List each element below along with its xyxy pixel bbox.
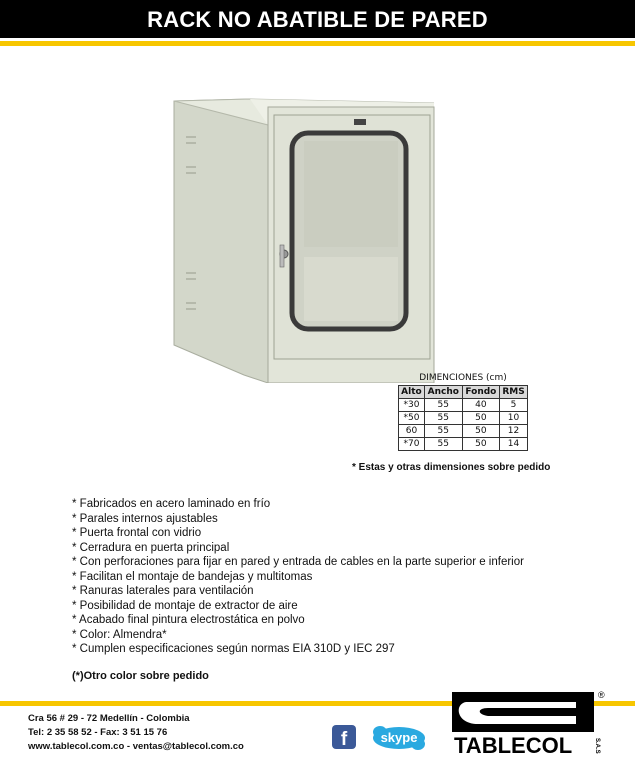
table-cell: 55 — [424, 438, 462, 451]
table-row — [399, 399, 528, 412]
features-list — [72, 497, 572, 657]
dimensions-title: DIMENCIONES (cm) — [419, 373, 507, 383]
skype-icon[interactable] — [372, 726, 426, 750]
table-header-row — [399, 386, 528, 399]
feature-item: * Cerradura en puerta principal — [72, 541, 230, 554]
feature-item: * Puerta frontal con vidrio — [72, 527, 202, 539]
header-accent-line — [0, 41, 635, 46]
footer-phones: Tel: 2 35 58 52 - Fax: 3 51 15 76 — [28, 727, 168, 738]
dimensions-table — [398, 385, 528, 451]
feature-item: * Fabricados en acero laminado en frío — [72, 498, 271, 510]
dimensions-note: * Estas y otras dimensiones sobre pedido — [352, 462, 551, 473]
page-header — [0, 0, 635, 38]
column-header: Ancho — [424, 386, 462, 399]
feature-item: * Cumplen especificaciones según normas EIA 310D y IEC 297 — [72, 643, 395, 655]
table-cell: 40 — [462, 399, 499, 412]
color-note: (*)Otro color sobre pedido — [72, 670, 209, 682]
column-header: Fondo — [462, 386, 499, 399]
table-cell: 60 — [399, 425, 425, 438]
column-header: Alto — [399, 386, 425, 399]
dimensions-block — [398, 373, 528, 451]
page-title: RACK NO ABATIBLE DE PARED — [147, 7, 488, 32]
table-row — [399, 438, 528, 451]
feature-item: * Con perforaciones para fijar en pared y entrada de cables en la parte superior e inferior — [72, 556, 524, 568]
feature-item: * Facilitan el montaje de bandejas y multitomas — [72, 570, 313, 583]
brand-suffix: S.A.S — [594, 738, 600, 754]
table-cell: *50 — [399, 412, 425, 425]
column-header: RMS — [500, 386, 528, 399]
registered-mark: ® — [598, 690, 605, 700]
table-cell: 14 — [500, 438, 528, 451]
table-cell: 50 — [462, 412, 499, 425]
feature-item: * Parales internos ajustables — [72, 512, 218, 525]
table-cell: 50 — [462, 425, 499, 438]
tablecol-logo — [448, 688, 608, 758]
facebook-icon[interactable] — [332, 725, 356, 749]
brand-name: TABLECOL — [454, 733, 573, 758]
product-photo — [172, 97, 438, 383]
table-row — [399, 412, 528, 425]
table-cell: 5 — [500, 399, 528, 412]
footer-web[interactable]: www.tablecol.com.co - ventas@tablecol.com.co — [28, 741, 244, 752]
skype-label: skype — [380, 730, 418, 745]
feature-item: * Posibilidad de montaje de extractor de aire — [72, 599, 298, 612]
footer-contact — [28, 712, 244, 754]
table-cell: 12 — [500, 425, 528, 438]
table-cell: 50 — [462, 438, 499, 451]
feature-item: * Color: Almendra* — [72, 628, 167, 641]
table-cell: 55 — [424, 399, 462, 412]
table-cell: 10 — [500, 412, 528, 425]
table-cell: *30 — [399, 399, 425, 412]
feature-item: * Acabado final pintura electrostática en polvo — [72, 614, 305, 626]
feature-item: * Ranuras laterales para ventilación — [72, 585, 254, 597]
footer-address: Cra 56 # 29 - 72 Medellín - Colombia — [28, 713, 190, 724]
table-row — [399, 425, 528, 438]
table-cell: 55 — [424, 425, 462, 438]
table-cell: *70 — [399, 438, 425, 451]
facebook-letter: f — [340, 729, 348, 749]
table-cell: 55 — [424, 412, 462, 425]
